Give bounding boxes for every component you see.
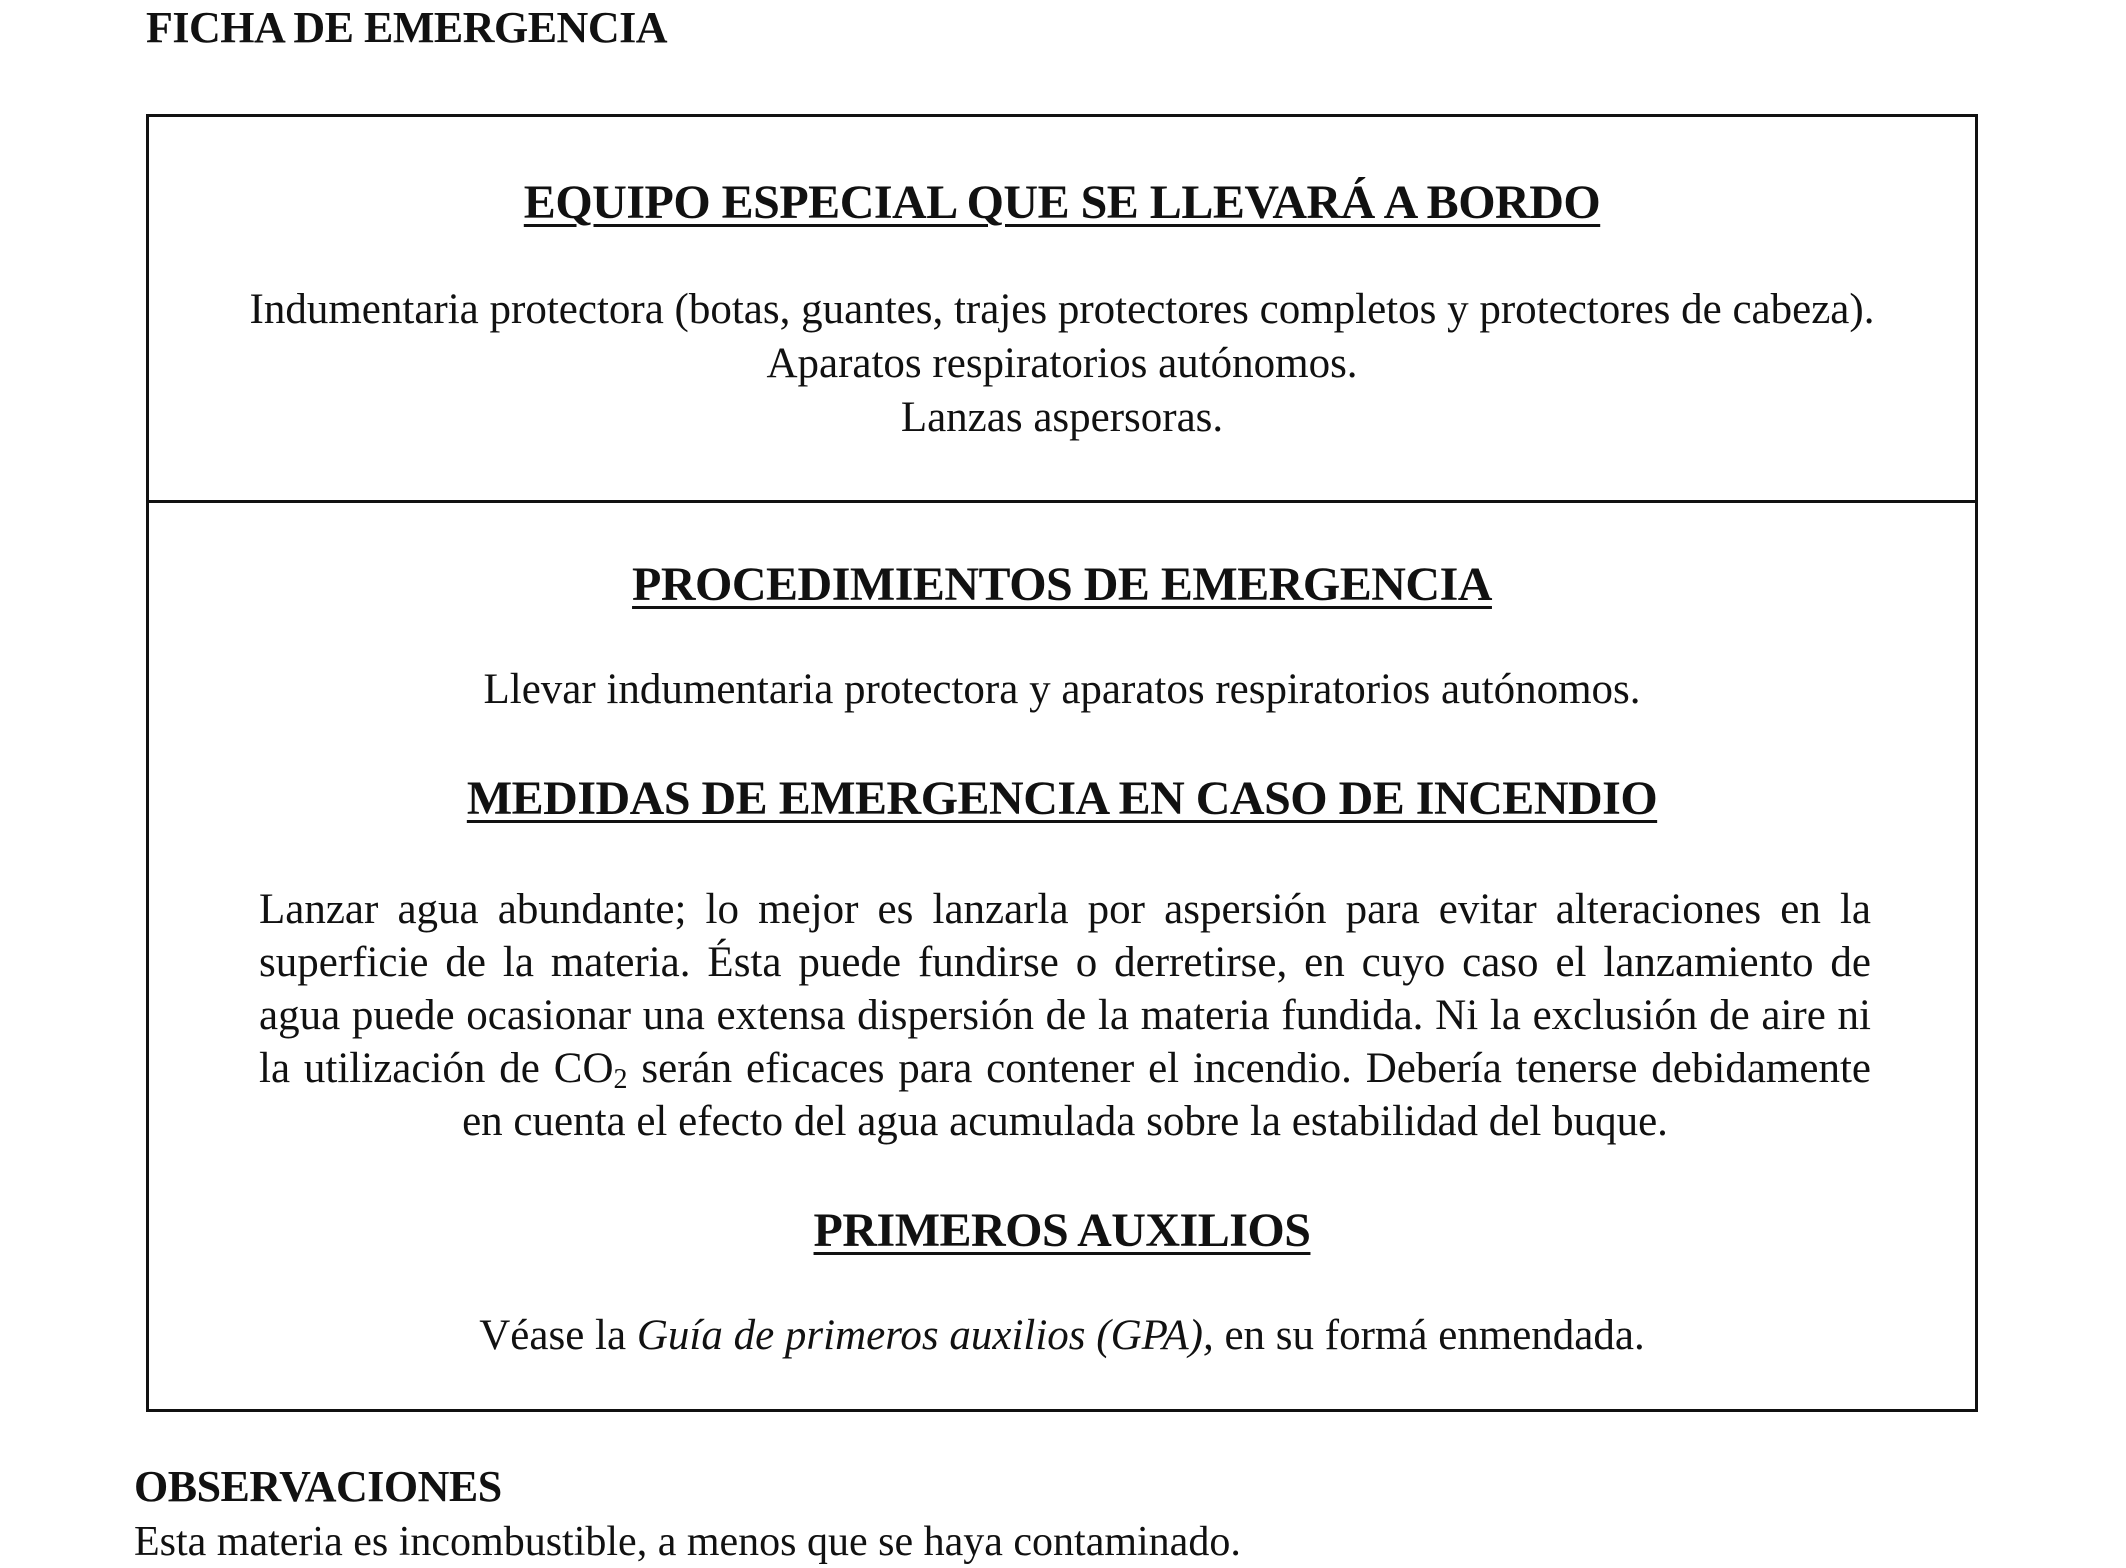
first-aid-prefix: Véase la — [479, 1312, 637, 1359]
fire-measures-text — [259, 883, 1871, 1148]
first-aid-heading: PRIMEROS AUXILIOS — [813, 1204, 1311, 1257]
procedures-heading: PROCEDIMIENTOS DE EMERGENCIA — [632, 558, 1492, 611]
emergency-card-box — [146, 114, 1978, 1412]
equipment-line-2: Aparatos respiratorios autónomos. — [766, 340, 1358, 387]
procedures-text: Llevar indumentaria protectora y aparatos respiratorios autónomos. — [483, 666, 1641, 713]
first-aid-text — [149, 1309, 1975, 1362]
equipment-line-3: Lanzas aspersoras. — [900, 394, 1224, 441]
observations-title: OBSERVACIONES — [134, 1462, 502, 1511]
page-title: FICHA DE EMERGENCIA — [146, 3, 667, 52]
fire-text-part-2: serán eficaces para contener el incendio. Debería tenerse debidamente en cuenta el efecto del agua acumulada sobre la estabilidad del buque. — [462, 1045, 1871, 1145]
first-aid-guide-title: Guía de primeros auxilios (GPA), — [636, 1312, 1214, 1359]
co2-base: CO — [553, 1045, 614, 1092]
fire-text-part-1: Lanzar agua abundante; lo mejor es lanzarla por aspersión para evitar alteraciones en la superficie de la materia. Ésta puede fundirse o derretirse, en cuyo caso el lanzamiento de agua puede ocasionar una extensa dispersión de la materia fundida. Ni la exclusión de aire ni la utilización de — [259, 886, 1871, 1092]
equipment-section — [149, 117, 1975, 503]
observations-text: Esta materia es incombustible, a menos que se haya contaminado. — [134, 1519, 1241, 1565]
co2-formula — [553, 1045, 628, 1095]
first-aid-suffix: en su formá enmendada. — [1213, 1312, 1645, 1359]
fire-measures-heading: MEDIDAS DE EMERGENCIA EN CASO DE INCENDIO — [466, 772, 1658, 825]
co2-subscript: 2 — [613, 1064, 628, 1095]
equipment-heading: EQUIPO ESPECIAL QUE SE LLEVARÁ A BORDO — [523, 176, 1601, 229]
equipment-line-1: Indumentaria protectora (botas, guantes, trajes protectores completos y protectores de cabeza). — [249, 286, 1875, 333]
